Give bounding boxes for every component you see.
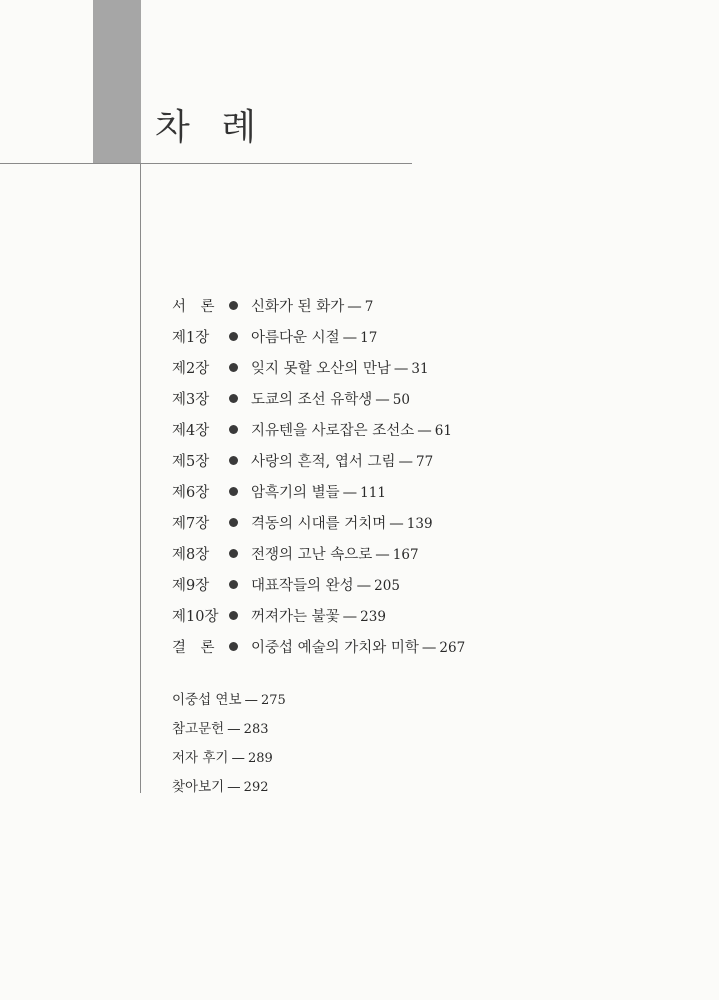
dash-separator: — <box>342 485 358 501</box>
chapter-title: 이중섭 예술의 가치와 미학 <box>251 640 419 656</box>
page-number: 205 <box>374 578 400 594</box>
chapter-label: 제10장 <box>172 609 219 625</box>
title-divider <box>0 163 412 164</box>
toc-item-conclusion[interactable] <box>172 633 465 664</box>
toc-item-chapter-6[interactable] <box>172 478 465 509</box>
bullet-icon <box>229 518 238 527</box>
appendix-title: 찾아보기 <box>172 779 225 795</box>
chapter-title: 도쿄의 조선 유학생 <box>251 392 373 408</box>
chapter-label: 제3장 <box>172 392 210 408</box>
page-number: 7 <box>364 299 374 315</box>
dash-separator: — <box>393 361 409 377</box>
table-of-contents <box>172 292 465 664</box>
chapter-title: 격동의 시대를 거치며 <box>251 516 387 532</box>
bullet-icon <box>229 549 238 558</box>
chapter-title: 전쟁의 고난 속으로 <box>251 547 373 563</box>
dash-separator: — <box>375 547 390 563</box>
bullet-icon <box>229 456 238 465</box>
dash-separator: — <box>398 454 413 470</box>
chapter-label: 제4장 <box>172 423 210 439</box>
page-number: 31 <box>411 361 429 377</box>
toc-item-chapter-5[interactable] <box>172 447 465 478</box>
dash-separator: — <box>347 299 362 315</box>
appendix-item-afterword[interactable] <box>172 744 286 773</box>
appendix-title: 참고문헌 <box>172 721 225 737</box>
page-number: 167 <box>392 547 419 563</box>
toc-item-chapter-7[interactable] <box>172 509 465 540</box>
toc-item-chapter-3[interactable] <box>172 385 465 416</box>
bullet-icon <box>229 425 238 434</box>
page-number: 275 <box>261 693 286 708</box>
chapter-title: 신화가 된 화가 <box>251 299 345 315</box>
dash-separator: — <box>231 750 245 766</box>
bullet-icon <box>229 642 238 651</box>
chapter-title: 지유텐을 사로잡은 조선소 <box>251 423 415 439</box>
page-number: 50 <box>392 392 410 408</box>
bullet-icon <box>229 611 238 620</box>
dash-separator: — <box>389 516 404 532</box>
bullet-icon <box>229 332 238 341</box>
toc-item-chapter-2[interactable] <box>172 354 465 385</box>
chapter-label: 제8장 <box>172 547 210 563</box>
bullet-icon <box>229 394 238 403</box>
chapter-label: 서 론 <box>172 299 215 315</box>
toc-item-chapter-1[interactable] <box>172 323 465 354</box>
chapter-label: 제6장 <box>172 485 210 501</box>
decorative-gray-block <box>93 0 141 163</box>
page-number: 267 <box>439 640 466 656</box>
chapter-title: 암흑기의 별들 <box>251 485 340 501</box>
dash-separator: — <box>421 640 437 656</box>
vertical-divider <box>140 163 141 793</box>
bullet-icon <box>229 487 238 496</box>
toc-item-chapter-10[interactable] <box>172 602 465 633</box>
dash-separator: — <box>227 721 241 737</box>
chapter-label: 제7장 <box>172 516 210 532</box>
chapter-title: 사랑의 흔적, 엽서 그림 <box>251 454 396 470</box>
toc-item-intro[interactable] <box>172 292 465 323</box>
dash-separator: — <box>342 609 358 625</box>
appendix-list <box>172 686 286 802</box>
appendix-title: 저자 후기 <box>172 750 229 766</box>
appendix-item-index[interactable] <box>172 773 286 802</box>
dash-separator: — <box>356 578 372 594</box>
chapter-label: 제9장 <box>172 578 210 594</box>
chapter-title: 아름다운 시절 <box>251 330 340 346</box>
page-number: 77 <box>416 454 434 470</box>
dash-separator: — <box>227 779 241 795</box>
page-title: 차 례 <box>155 107 266 148</box>
page-number: 61 <box>434 423 452 439</box>
chapter-label: 제5장 <box>172 454 210 470</box>
page-number: 239 <box>360 609 386 625</box>
page-number: 17 <box>360 330 378 346</box>
page-number: 283 <box>243 722 269 737</box>
dash-separator: — <box>375 392 390 408</box>
chapter-title: 꺼져가는 불꽃 <box>251 609 340 625</box>
chapter-label: 제2장 <box>172 361 210 377</box>
chapter-title: 대표작들의 완성 <box>251 578 354 594</box>
toc-item-chapter-8[interactable] <box>172 540 465 571</box>
appendix-item-chronology[interactable] <box>172 686 286 715</box>
dash-separator: — <box>417 423 432 439</box>
dash-separator: — <box>244 692 258 708</box>
bullet-icon <box>229 580 238 589</box>
chapter-label: 제1장 <box>172 330 210 346</box>
chapter-title: 잊지 못할 오산의 만남 <box>251 361 391 377</box>
bullet-icon <box>229 363 238 372</box>
chapter-label: 결 론 <box>172 640 215 656</box>
appendix-item-references[interactable] <box>172 715 286 744</box>
page-number: 292 <box>243 780 269 795</box>
toc-item-chapter-9[interactable] <box>172 571 465 602</box>
page-number: 139 <box>406 516 433 532</box>
bullet-icon <box>229 301 238 310</box>
toc-item-chapter-4[interactable] <box>172 416 465 447</box>
dash-separator: — <box>342 330 358 346</box>
appendix-title: 이중섭 연보 <box>172 692 242 708</box>
page-number: 111 <box>360 485 386 501</box>
page-number: 289 <box>247 751 273 766</box>
